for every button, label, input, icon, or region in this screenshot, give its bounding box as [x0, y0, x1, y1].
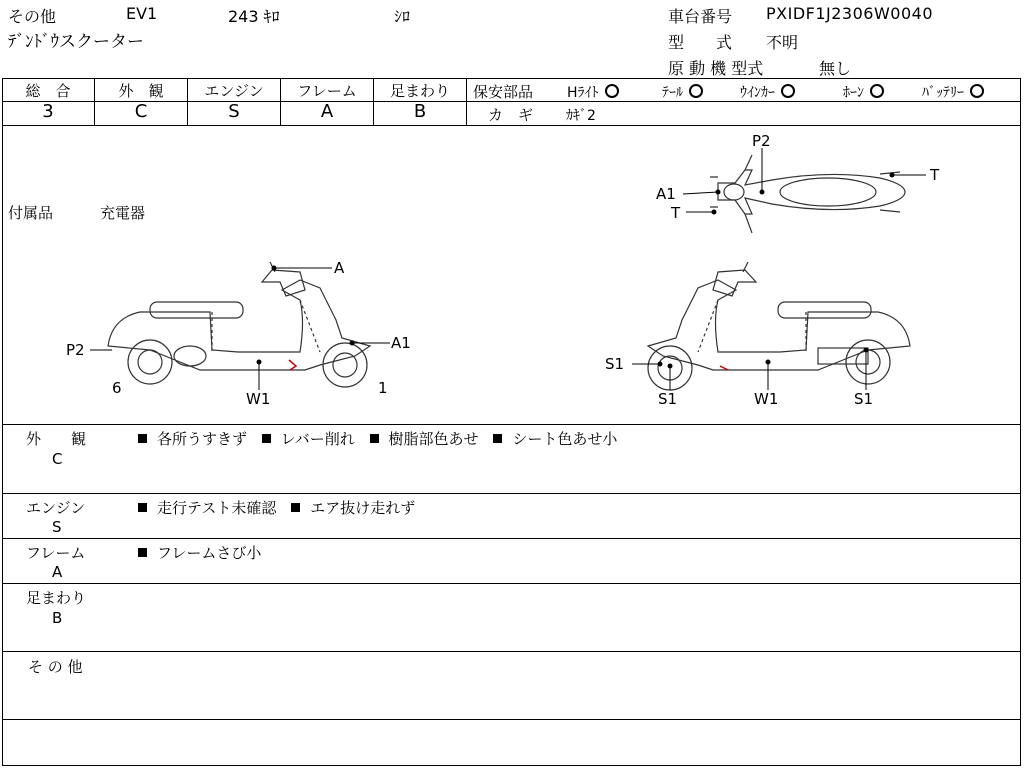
note-item: 樹脂部色あせ [388, 430, 479, 448]
section-divider-7 [2, 719, 1021, 720]
note-items-frame [138, 542, 261, 563]
ok-circle-icon [870, 84, 884, 98]
left-side-scooter [108, 262, 370, 387]
grade-label-engine: エンジン [204, 82, 264, 100]
label-s1-side: S1 [605, 355, 625, 373]
damage-diagram [0, 126, 1024, 424]
damage-mark [289, 360, 296, 370]
safety-tail [662, 82, 703, 102]
ok-circle-icon [605, 84, 619, 98]
color: ｼﾛ [394, 7, 411, 26]
section-divider-5 [2, 583, 1021, 584]
model-code: EV1 [126, 4, 158, 23]
note-label-exterior: 外 観 [26, 430, 87, 448]
ok-circle-icon [689, 84, 703, 98]
safety-item-name: ﾃｰﾙ [662, 85, 683, 101]
safety-horn [843, 82, 884, 102]
section-divider-6 [2, 651, 1021, 652]
grade-value-suspension: B [413, 101, 427, 122]
note-item: レバー削れ [280, 430, 355, 448]
grade-label-exterior: 外 観 [118, 82, 164, 100]
safety-headlight [567, 82, 619, 102]
frame-no-label: 車台番号 [668, 7, 733, 26]
engine-type: 無し [819, 59, 852, 78]
label-s1-front: S1 [658, 390, 678, 408]
label-w1-left: W1 [246, 390, 271, 408]
bullet-square-icon [262, 434, 271, 443]
label-p2-top: P2 [752, 132, 771, 150]
accessories-label: 付属品 [8, 204, 54, 222]
bullet-square-icon [493, 434, 502, 443]
note-grade-engine: S [52, 518, 62, 536]
section-divider-3 [2, 493, 1021, 494]
ok-circle-icon [970, 84, 984, 98]
grade-col-line [466, 78, 467, 125]
grade-value-frame: A [320, 101, 334, 122]
bullet-square-icon [138, 548, 147, 557]
safety-label: 保安部品 [473, 83, 534, 101]
safety-winker [740, 82, 795, 102]
note-item: エア抜け走れず [310, 499, 416, 517]
label-s1-rear: S1 [854, 390, 874, 408]
label-1: 1 [378, 379, 388, 397]
safety-item-name: ﾎｰﾝ [843, 85, 864, 101]
bullet-square-icon [138, 434, 147, 443]
safety-item-name: Hﾗｲﾄ [567, 85, 599, 101]
mileage: 243 ｷﾛ [228, 7, 280, 26]
label-p2-left: P2 [66, 341, 85, 359]
grade-value-engine: S [228, 101, 240, 122]
bullet-square-icon [291, 503, 300, 512]
label-t-left: T [671, 204, 681, 222]
note-label-suspension: 足まわり [26, 589, 87, 607]
top-view-scooter [710, 155, 905, 233]
model-name: ﾃﾞﾝﾄﾞｳスクーター [8, 32, 144, 52]
frame-no: PXIDF1J2306W0040 [766, 4, 934, 23]
label-a1-top: A1 [656, 185, 676, 203]
note-grade-suspension: B [52, 609, 63, 627]
section-divider-4 [2, 538, 1021, 539]
note-item: 各所うすきず [157, 430, 248, 448]
bullet-square-icon [138, 503, 147, 512]
safety-item-name: ﾊﾞｯﾃﾘｰ [922, 85, 964, 101]
model-type-label: 型 式 [668, 33, 733, 52]
section-divider-2 [2, 424, 1021, 425]
bullet-square-icon [370, 434, 379, 443]
label-w1-right: W1 [754, 390, 779, 408]
label-6: 6 [112, 379, 122, 397]
grade-value-exterior: C [134, 101, 148, 122]
note-item: フレームさび小 [157, 544, 262, 562]
key-label: カ ギ [488, 106, 534, 124]
category: その他 [8, 7, 57, 26]
note-items-engine [138, 497, 415, 518]
engine-type-label: 原 動 機 型式 [668, 59, 764, 78]
note-label-other: そ の 他 [28, 658, 83, 676]
label-a1-left: A1 [391, 334, 411, 352]
right-side-scooter [648, 262, 910, 390]
accessories-value: 充電器 [100, 204, 146, 222]
grade-value-total: 3 [42, 101, 54, 122]
model-type: 不明 [766, 33, 799, 52]
note-item: シート色あせ小 [512, 430, 618, 448]
note-item: 走行テスト未確認 [157, 499, 277, 517]
note-items-exterior [138, 428, 617, 449]
note-grade-frame: A [52, 563, 63, 581]
grade-label-frame: フレーム [297, 82, 357, 100]
ok-circle-icon [781, 84, 795, 98]
note-label-engine: エンジン [26, 499, 86, 517]
note-grade-exterior: C [52, 450, 63, 468]
grade-label-total: 総 合 [25, 82, 71, 100]
safety-item-name: ｳｲﾝｶｰ [740, 85, 775, 101]
safety-battery [922, 82, 984, 102]
grade-label-suspension: 足まわり [389, 82, 450, 100]
note-label-frame: フレーム [26, 544, 86, 562]
label-a-left: A [334, 259, 345, 277]
key-value: ｶｷﾞ2 [566, 108, 596, 124]
label-t-right: T [930, 166, 940, 184]
